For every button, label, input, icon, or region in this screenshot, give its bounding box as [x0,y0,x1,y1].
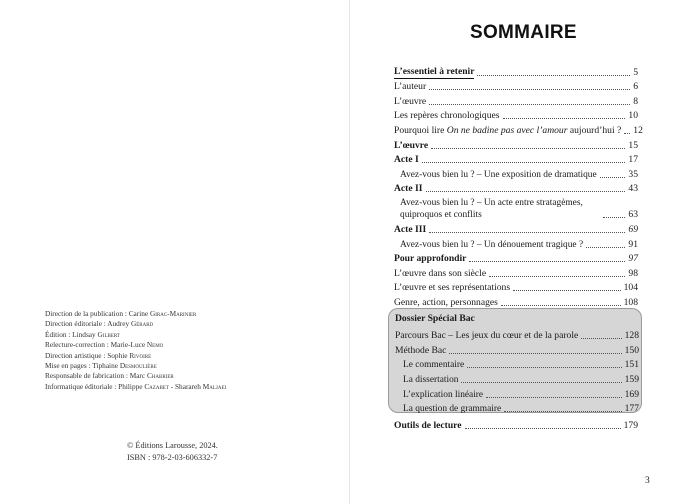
toc-entry[interactable]: L’œuvre 15 [394,139,638,151]
credit-line: Relecture-correction : Marie-Luce Nemo [45,340,164,350]
toc-entry[interactable]: Avez-vous bien lu ? – Un acte entre stratagèmes, quiproquos et conflits 63 [400,198,638,221]
credit-line: Responsable de fabrication : Marc Chabrier [45,371,174,381]
toc-entry[interactable]: L’œuvre 8 [394,95,638,107]
bac-toc [395,328,639,416]
toc-entry[interactable]: L’œuvre dans son siècle 98 [394,267,638,279]
copyright-block [127,440,218,464]
toc-entry[interactable]: Pourquoi lire On ne badine pas avec l’amour aujourd’hui ? 12 [394,124,643,136]
toc-entry[interactable]: Acte I 17 [394,154,638,166]
credit-line: Direction éditoriale : Audrey Gérard [45,319,154,329]
toc-entry[interactable]: Le commentaire 151 [403,359,639,371]
credit-line: Édition : Lindsay Gilbert [45,329,120,339]
credit-line: Direction de la publication : Carine Girac-Marinier [45,309,197,318]
toc-entry[interactable]: L’œuvre et ses représentations 104 [394,282,638,294]
toc-entry[interactable]: Méthode Bac 150 [395,344,639,356]
toc-entry[interactable]: L’auteur 6 [394,81,638,93]
toc-entry[interactable]: Avez-vous bien lu ? – Un dénouement tragique ? 91 [400,238,638,250]
toc-entry[interactable]: Pour approfondir 97 [394,253,638,265]
bac-heading: Dossier Spécial Bac [395,313,475,324]
credit-line: Mise en pages : Tiphaine Desmoulière [45,361,157,371]
credit-line: Direction artistique : Sophie Rivoire [45,350,152,360]
toc-entry[interactable]: Genre, action, personnages 108 [394,296,638,308]
toc-entry[interactable]: L’essentiel à retenir 5 [394,65,638,78]
toc-entry[interactable]: Avez-vous bien lu ? – Une exposition de dramatique 35 [400,168,638,180]
toc-entry[interactable]: L’explication linéaire 169 [403,388,639,400]
toc-entry[interactable]: Acte III 69 [394,223,638,235]
table-of-contents [394,64,643,309]
toc-entry[interactable]: Outils de lecture 179 [394,419,638,431]
copyright-text: © Éditions Larousse, 2024. [127,441,218,450]
bac-dossier-box [388,308,642,413]
credit-line: Informatique éditoriale : Philippe Cazabet - Sharareh Maljaei [45,381,227,391]
toc-entry[interactable]: La question de grammaire 177 [403,403,639,415]
toc-entry[interactable]: La dissertation 159 [403,373,639,385]
toc-entry[interactable]: Parcours Bac – Les jeux du cœur et de la parole 128 [395,330,639,342]
page-number: 3 [645,476,650,486]
toc-entry[interactable]: Acte II 43 [394,183,638,195]
toc-entry[interactable]: Les repères chronologiques 10 [394,110,638,122]
credits-block [45,309,345,392]
page-spine [349,0,350,504]
page-title: SOMMAIRE [470,22,577,43]
isbn-text: ISBN : 978-2-03-606332-7 [127,453,218,462]
outils-section [394,417,638,432]
